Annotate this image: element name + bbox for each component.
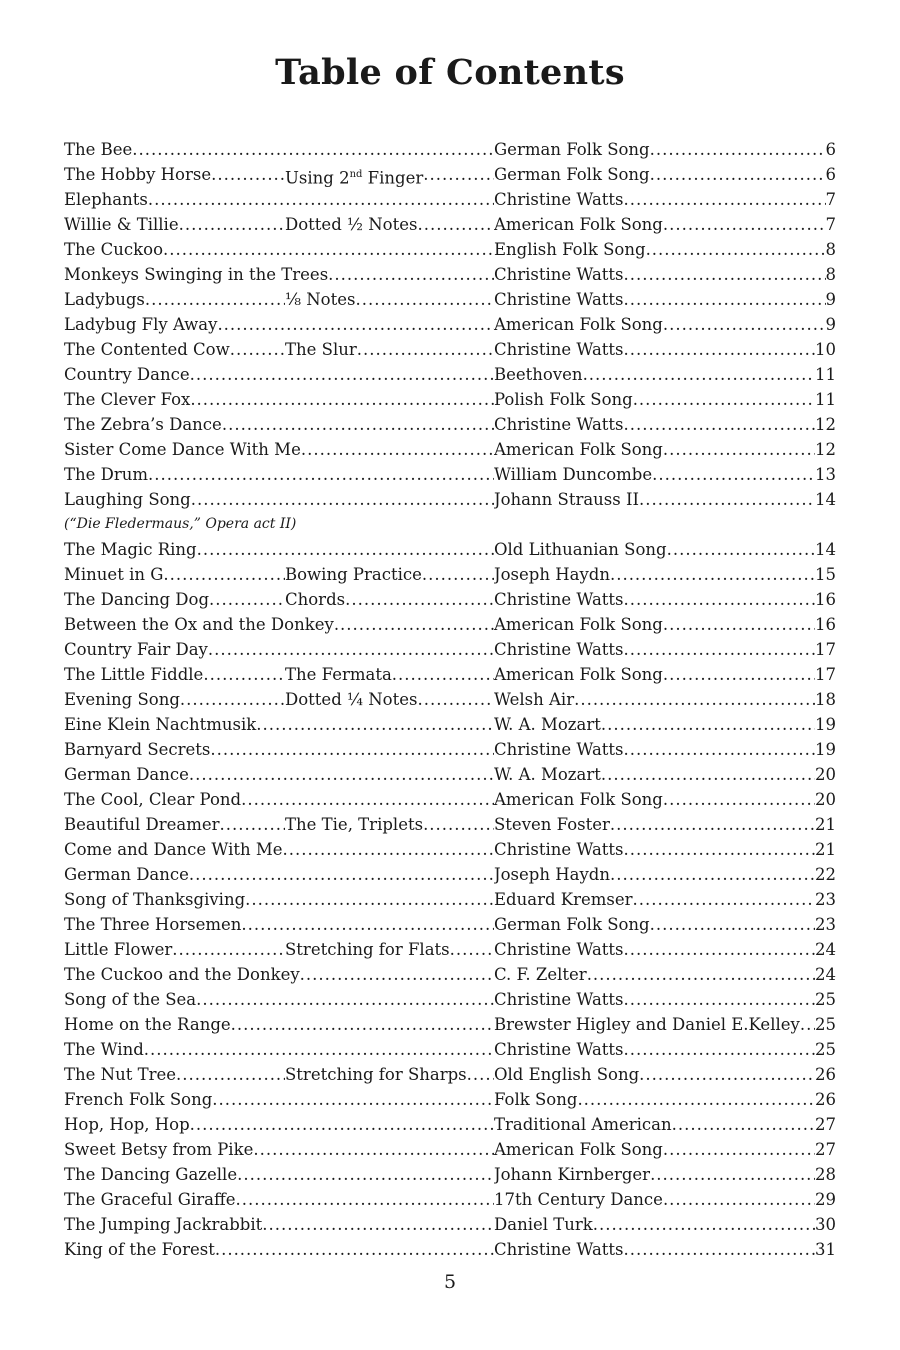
page-ref: 14: [815, 490, 836, 509]
page-ref: 25: [815, 1015, 836, 1034]
dot-leader: [215, 1237, 494, 1262]
page-ref: 24: [815, 965, 836, 984]
dot-leader: [650, 912, 815, 937]
dot-leader: [624, 737, 815, 762]
song-title: Minuet in G: [64, 565, 164, 584]
dot-leader: [241, 787, 494, 812]
song-title: Beautiful Dreamer: [64, 815, 220, 834]
dot-leader: [334, 612, 494, 637]
dot-leader: [650, 162, 826, 187]
composer: American Folk Song: [494, 790, 663, 809]
composer: Christine Watts: [494, 1240, 624, 1259]
dot-leader: [417, 212, 494, 237]
page-ref: 8: [825, 240, 836, 259]
toc-entry: [64, 1087, 836, 1112]
toc-entry: [64, 262, 836, 287]
page-ref: 19: [815, 715, 836, 734]
dot-leader: [624, 337, 815, 362]
composer: Daniel Turk: [494, 1215, 593, 1234]
toc-entry: [64, 1012, 836, 1037]
song-title: Song of Thanksgiving: [64, 890, 246, 909]
composer: German Folk Song: [494, 165, 650, 184]
song-title: The Cuckoo and the Donkey: [64, 965, 300, 984]
dot-leader: [422, 562, 494, 587]
entry-note: (“Die Fledermaus,” Opera act II): [64, 516, 297, 532]
dot-leader: [180, 687, 285, 712]
page-ref: 26: [815, 1065, 836, 1084]
dot-leader: [190, 362, 494, 387]
composer: Beethoven: [494, 365, 583, 384]
dot-leader: [148, 187, 494, 212]
dot-leader: [190, 1112, 494, 1137]
song-title: Come and Dance With Me: [64, 840, 283, 859]
composer: Polish Folk Song: [494, 390, 633, 409]
toc-entry: [64, 1162, 836, 1187]
page-ref: 16: [815, 590, 836, 609]
song-title: The Dancing Gazelle: [64, 1165, 238, 1184]
song-title: King of the Forest: [64, 1240, 215, 1259]
dot-leader: [663, 437, 815, 462]
page-ref: 9: [825, 290, 836, 309]
dot-leader: [593, 1212, 815, 1237]
toc-entry: [64, 362, 836, 387]
composer: W. A. Mozart: [494, 765, 601, 784]
toc-entry: [64, 862, 836, 887]
dot-leader: [646, 237, 826, 262]
toc-entry: [64, 737, 836, 762]
dot-leader: [583, 362, 815, 387]
composer: German Folk Song: [494, 140, 650, 159]
dot-leader: [196, 987, 494, 1012]
dot-leader: [163, 562, 285, 587]
dot-leader: [189, 862, 494, 887]
song-title: Country Fair Day: [64, 640, 208, 659]
song-title: The Clever Fox: [64, 390, 191, 409]
song-title: The Three Horsemen: [64, 915, 242, 934]
dot-leader: [667, 537, 815, 562]
song-title: The Hobby Horse: [64, 165, 212, 184]
technique-label: ⅛ Notes: [285, 290, 356, 309]
dot-leader: [624, 987, 815, 1012]
dot-leader: [191, 487, 494, 512]
song-title: Evening Song: [64, 690, 180, 709]
song-title: The Bee: [64, 140, 133, 159]
dot-leader: [283, 837, 494, 862]
toc-entry: [64, 537, 836, 562]
dot-leader: [417, 687, 494, 712]
composer: Steven Foster: [494, 815, 610, 834]
dot-leader: [148, 462, 494, 487]
dot-leader: [624, 837, 815, 862]
composer: German Folk Song: [494, 915, 650, 934]
dot-leader: [624, 412, 815, 437]
dot-leader: [212, 1087, 494, 1112]
song-title: Home on the Range: [64, 1015, 231, 1034]
page-ref: 12: [815, 415, 836, 434]
song-title: The Zebra’s Dance: [64, 415, 222, 434]
dot-leader: [663, 787, 815, 812]
page-ref: 7: [825, 190, 836, 209]
toc-list: [64, 137, 836, 1262]
composer: American Folk Song: [494, 1140, 663, 1159]
song-title: The Cuckoo: [64, 240, 163, 259]
song-title: Willie & Tillie: [64, 215, 179, 234]
dot-leader: [624, 287, 826, 312]
composer: English Folk Song: [494, 240, 646, 259]
dot-leader: [450, 937, 494, 962]
dot-leader: [172, 937, 285, 962]
composer: William Duncombe: [494, 465, 653, 484]
technique-label: Dotted ½ Notes: [285, 215, 418, 234]
toc-entry: [64, 337, 836, 362]
composer: Christine Watts: [494, 340, 624, 359]
song-title: German Dance: [64, 765, 189, 784]
dot-leader: [423, 162, 494, 187]
page-ref: 26: [815, 1090, 836, 1109]
dot-leader: [144, 1037, 494, 1062]
dot-leader: [663, 612, 815, 637]
toc-entry: [64, 387, 836, 412]
composer: Joseph Haydn: [494, 565, 610, 584]
dot-leader: [587, 962, 815, 987]
toc-entry: [64, 162, 836, 187]
toc-entry: [64, 1187, 836, 1212]
page-ref: 20: [815, 765, 836, 784]
song-title: The Magic Ring: [64, 540, 197, 559]
dot-leader: [624, 1037, 815, 1062]
dot-leader: [633, 387, 815, 412]
page-ref: 8: [825, 265, 836, 284]
composer: American Folk Song: [494, 315, 663, 334]
toc-entry: [64, 837, 836, 862]
toc-entry: [64, 762, 836, 787]
dot-leader: [253, 1137, 494, 1162]
page-ref: 25: [815, 990, 836, 1009]
dot-leader: [132, 137, 494, 162]
technique-label: Using 2nd Finger: [285, 168, 424, 187]
dot-leader: [610, 562, 815, 587]
composer: Old English Song: [494, 1065, 640, 1084]
dot-leader: [176, 1062, 285, 1087]
song-title: Hop, Hop, Hop: [64, 1115, 190, 1134]
toc-entry: [64, 1137, 836, 1162]
toc-entry: [64, 587, 836, 612]
dot-leader: [355, 287, 494, 312]
dot-leader: [639, 487, 815, 512]
song-title: The Contented Cow: [64, 340, 230, 359]
composer: Christine Watts: [494, 840, 624, 859]
composer: Christine Watts: [494, 415, 624, 434]
toc-entry: [64, 637, 836, 662]
page-ref: 14: [815, 540, 836, 559]
page-ref: 21: [815, 840, 836, 859]
toc-entry: [64, 1062, 836, 1087]
dot-leader: [217, 312, 494, 337]
page-ref: 13: [815, 465, 836, 484]
technique-label: Dotted ¼ Notes: [285, 690, 418, 709]
dot-leader: [222, 412, 494, 437]
composer: Christine Watts: [494, 590, 624, 609]
song-title: Eine Klein Nachtmusik: [64, 715, 257, 734]
dot-leader: [624, 1237, 815, 1262]
toc-entry: [64, 437, 836, 462]
song-title: The Cool, Clear Pond: [64, 790, 242, 809]
page-title: Table of Contents: [275, 52, 625, 93]
page-ref: 6: [825, 140, 836, 159]
composer: Folk Song: [494, 1090, 578, 1109]
page-ref: 7: [825, 215, 836, 234]
page-ref: 20: [815, 790, 836, 809]
song-title: Country Dance: [64, 365, 190, 384]
page-ref: 23: [815, 915, 836, 934]
page-ref: 15: [815, 565, 836, 584]
composer: Traditional American: [494, 1115, 672, 1134]
toc-entry: [64, 612, 836, 637]
page-ref: 11: [815, 390, 836, 409]
dot-leader: [300, 962, 494, 987]
song-title: The Drum: [64, 465, 149, 484]
toc-entry: [64, 287, 836, 312]
dot-leader: [672, 1112, 815, 1137]
dot-leader: [262, 1212, 494, 1237]
song-title: Ladybugs: [64, 290, 145, 309]
composer: Christine Watts: [494, 990, 624, 1009]
toc-entry: [64, 887, 836, 912]
dot-leader: [256, 712, 494, 737]
song-title: Laughing Song: [64, 490, 191, 509]
dot-leader: [203, 662, 285, 687]
composer: Christine Watts: [494, 1040, 624, 1059]
toc-entry: [64, 937, 836, 962]
dot-leader: [190, 387, 494, 412]
composer: Christine Watts: [494, 190, 624, 209]
composer: W. A. Mozart: [494, 715, 601, 734]
dot-leader: [650, 1162, 815, 1187]
dot-leader: [639, 1062, 815, 1087]
dot-leader: [231, 1012, 494, 1037]
dot-leader: [357, 337, 494, 362]
dot-leader: [235, 1187, 494, 1212]
song-title: The Nut Tree: [64, 1065, 177, 1084]
dot-leader: [245, 887, 494, 912]
toc-entry: [64, 662, 836, 687]
song-title: Barnyard Secrets: [64, 740, 211, 759]
technique-label: Bowing Practice: [285, 565, 422, 584]
composer: American Folk Song: [494, 215, 663, 234]
technique-label: Chords: [285, 590, 346, 609]
dot-leader: [211, 162, 285, 187]
dot-leader: [624, 262, 826, 287]
page-ref: 10: [815, 340, 836, 359]
toc-entry: [64, 787, 836, 812]
toc-entry: [64, 562, 836, 587]
toc-entry: [64, 487, 836, 512]
page-ref: 31: [815, 1240, 836, 1259]
page-ref: 21: [815, 815, 836, 834]
dot-leader: [208, 637, 494, 662]
toc-entry: [64, 1112, 836, 1137]
page-ref: 30: [815, 1215, 836, 1234]
dot-leader: [624, 937, 815, 962]
composer: Christine Watts: [494, 290, 624, 309]
toc-entry: [64, 462, 836, 487]
toc-entry: [64, 137, 836, 162]
dot-leader: [624, 587, 815, 612]
page-ref: 29: [815, 1190, 836, 1209]
composer: Christine Watts: [494, 640, 624, 659]
dot-leader: [301, 437, 494, 462]
dot-leader: [650, 137, 826, 162]
page-ref: 24: [815, 940, 836, 959]
composer: Christine Watts: [494, 740, 624, 759]
dot-leader: [663, 312, 826, 337]
song-title: The Jumping Jackrabbit: [64, 1215, 263, 1234]
dot-leader: [345, 587, 494, 612]
song-title: Song of the Sea: [64, 990, 197, 1009]
page-ref: 18: [815, 690, 836, 709]
dot-leader: [624, 187, 826, 212]
dot-leader: [163, 237, 494, 262]
dot-leader: [423, 812, 494, 837]
page-ref: 27: [815, 1115, 836, 1134]
toc-entry: [64, 312, 836, 337]
composer: Christine Watts: [494, 940, 624, 959]
dot-leader: [624, 637, 815, 662]
dot-leader: [392, 662, 494, 687]
dot-leader: [663, 662, 815, 687]
song-title: Between the Ox and the Donkey: [64, 615, 334, 634]
technique-label: Stretching for Sharps: [285, 1065, 467, 1084]
page-ref: 17: [815, 640, 836, 659]
page-ref: 27: [815, 1140, 836, 1159]
song-title: French Folk Song: [64, 1090, 213, 1109]
toc-entry: [64, 1237, 836, 1262]
composer: Joseph Haydn: [494, 865, 610, 884]
page-ref: 6: [825, 165, 836, 184]
dot-leader: [577, 1087, 815, 1112]
dot-leader: [328, 262, 494, 287]
page-ref: 23: [815, 890, 836, 909]
composer: Welsh Air: [494, 690, 575, 709]
dot-leader: [179, 212, 285, 237]
technique-label: The Fermata: [285, 665, 392, 684]
composer: American Folk Song: [494, 615, 663, 634]
song-title: German Dance: [64, 865, 189, 884]
toc-entry: [64, 187, 836, 212]
page-ref: 25: [815, 1040, 836, 1059]
toc-entry: [64, 912, 836, 937]
dot-leader: [610, 862, 815, 887]
toc-entry: [64, 212, 836, 237]
song-title: Elephants: [64, 190, 148, 209]
page-ref: 16: [815, 615, 836, 634]
dot-leader: [663, 1187, 815, 1212]
song-title: Sweet Betsy from Pike: [64, 1140, 254, 1159]
page-ref: 12: [815, 440, 836, 459]
composer: Old Lithuanian Song: [494, 540, 667, 559]
page-ref: 19: [815, 740, 836, 759]
composer: Brewster Higley and Daniel E.Kelley: [494, 1015, 800, 1034]
page-ref: 28: [815, 1165, 836, 1184]
page-ref: 9: [825, 315, 836, 334]
dot-leader: [610, 812, 815, 837]
dot-leader: [210, 737, 494, 762]
composer: 17th Century Dance: [494, 1190, 663, 1209]
dot-leader: [663, 212, 826, 237]
toc-entry: [64, 962, 836, 987]
dot-leader: [601, 712, 815, 737]
dot-leader: [467, 1062, 494, 1087]
dot-leader: [237, 1162, 494, 1187]
dot-leader: [209, 587, 285, 612]
composer: Christine Watts: [494, 265, 624, 284]
composer: Johann Kirnberger: [494, 1165, 651, 1184]
song-title: Monkeys Swinging in the Trees: [64, 265, 329, 284]
page-ref: 11: [815, 365, 836, 384]
composer: American Folk Song: [494, 440, 663, 459]
toc-entry: [64, 1212, 836, 1237]
toc-entry: [64, 987, 836, 1012]
toc-entry: [64, 687, 836, 712]
page-number: 5: [443, 1271, 457, 1293]
page-ref: 22: [815, 865, 836, 884]
song-title: Little Flower: [64, 940, 173, 959]
dot-leader: [241, 912, 494, 937]
dot-leader: [574, 687, 815, 712]
composer: American Folk Song: [494, 665, 663, 684]
dot-leader: [601, 762, 815, 787]
dot-leader: [197, 537, 494, 562]
technique-label: The Tie, Triplets: [285, 815, 424, 834]
toc-entry: [64, 1037, 836, 1062]
toc-entry: [64, 712, 836, 737]
song-title: The Little Fiddle: [64, 665, 204, 684]
dot-leader: [663, 1137, 815, 1162]
dot-leader: [800, 1012, 815, 1037]
dot-leader: [652, 462, 815, 487]
toc-entry: [64, 237, 836, 262]
song-title: The Graceful Giraffe: [64, 1190, 236, 1209]
song-title: The Wind: [64, 1040, 144, 1059]
song-title: The Dancing Dog: [64, 590, 210, 609]
toc-entry: [64, 412, 836, 437]
song-title: Sister Come Dance With Me: [64, 440, 301, 459]
dot-leader: [230, 337, 285, 362]
song-title: Ladybug Fly Away: [64, 315, 218, 334]
composer: Eduard Kremser: [494, 890, 633, 909]
dot-leader: [633, 887, 815, 912]
dot-leader: [145, 287, 285, 312]
toc-entry: [64, 812, 836, 837]
technique-label: The Slur: [285, 340, 357, 359]
dot-leader: [220, 812, 285, 837]
composer: C. F. Zelter: [494, 965, 587, 984]
technique-label: Stretching for Flats: [285, 940, 450, 959]
page-ref: 17: [815, 665, 836, 684]
dot-leader: [189, 762, 494, 787]
composer: Johann Strauss II: [494, 490, 640, 509]
